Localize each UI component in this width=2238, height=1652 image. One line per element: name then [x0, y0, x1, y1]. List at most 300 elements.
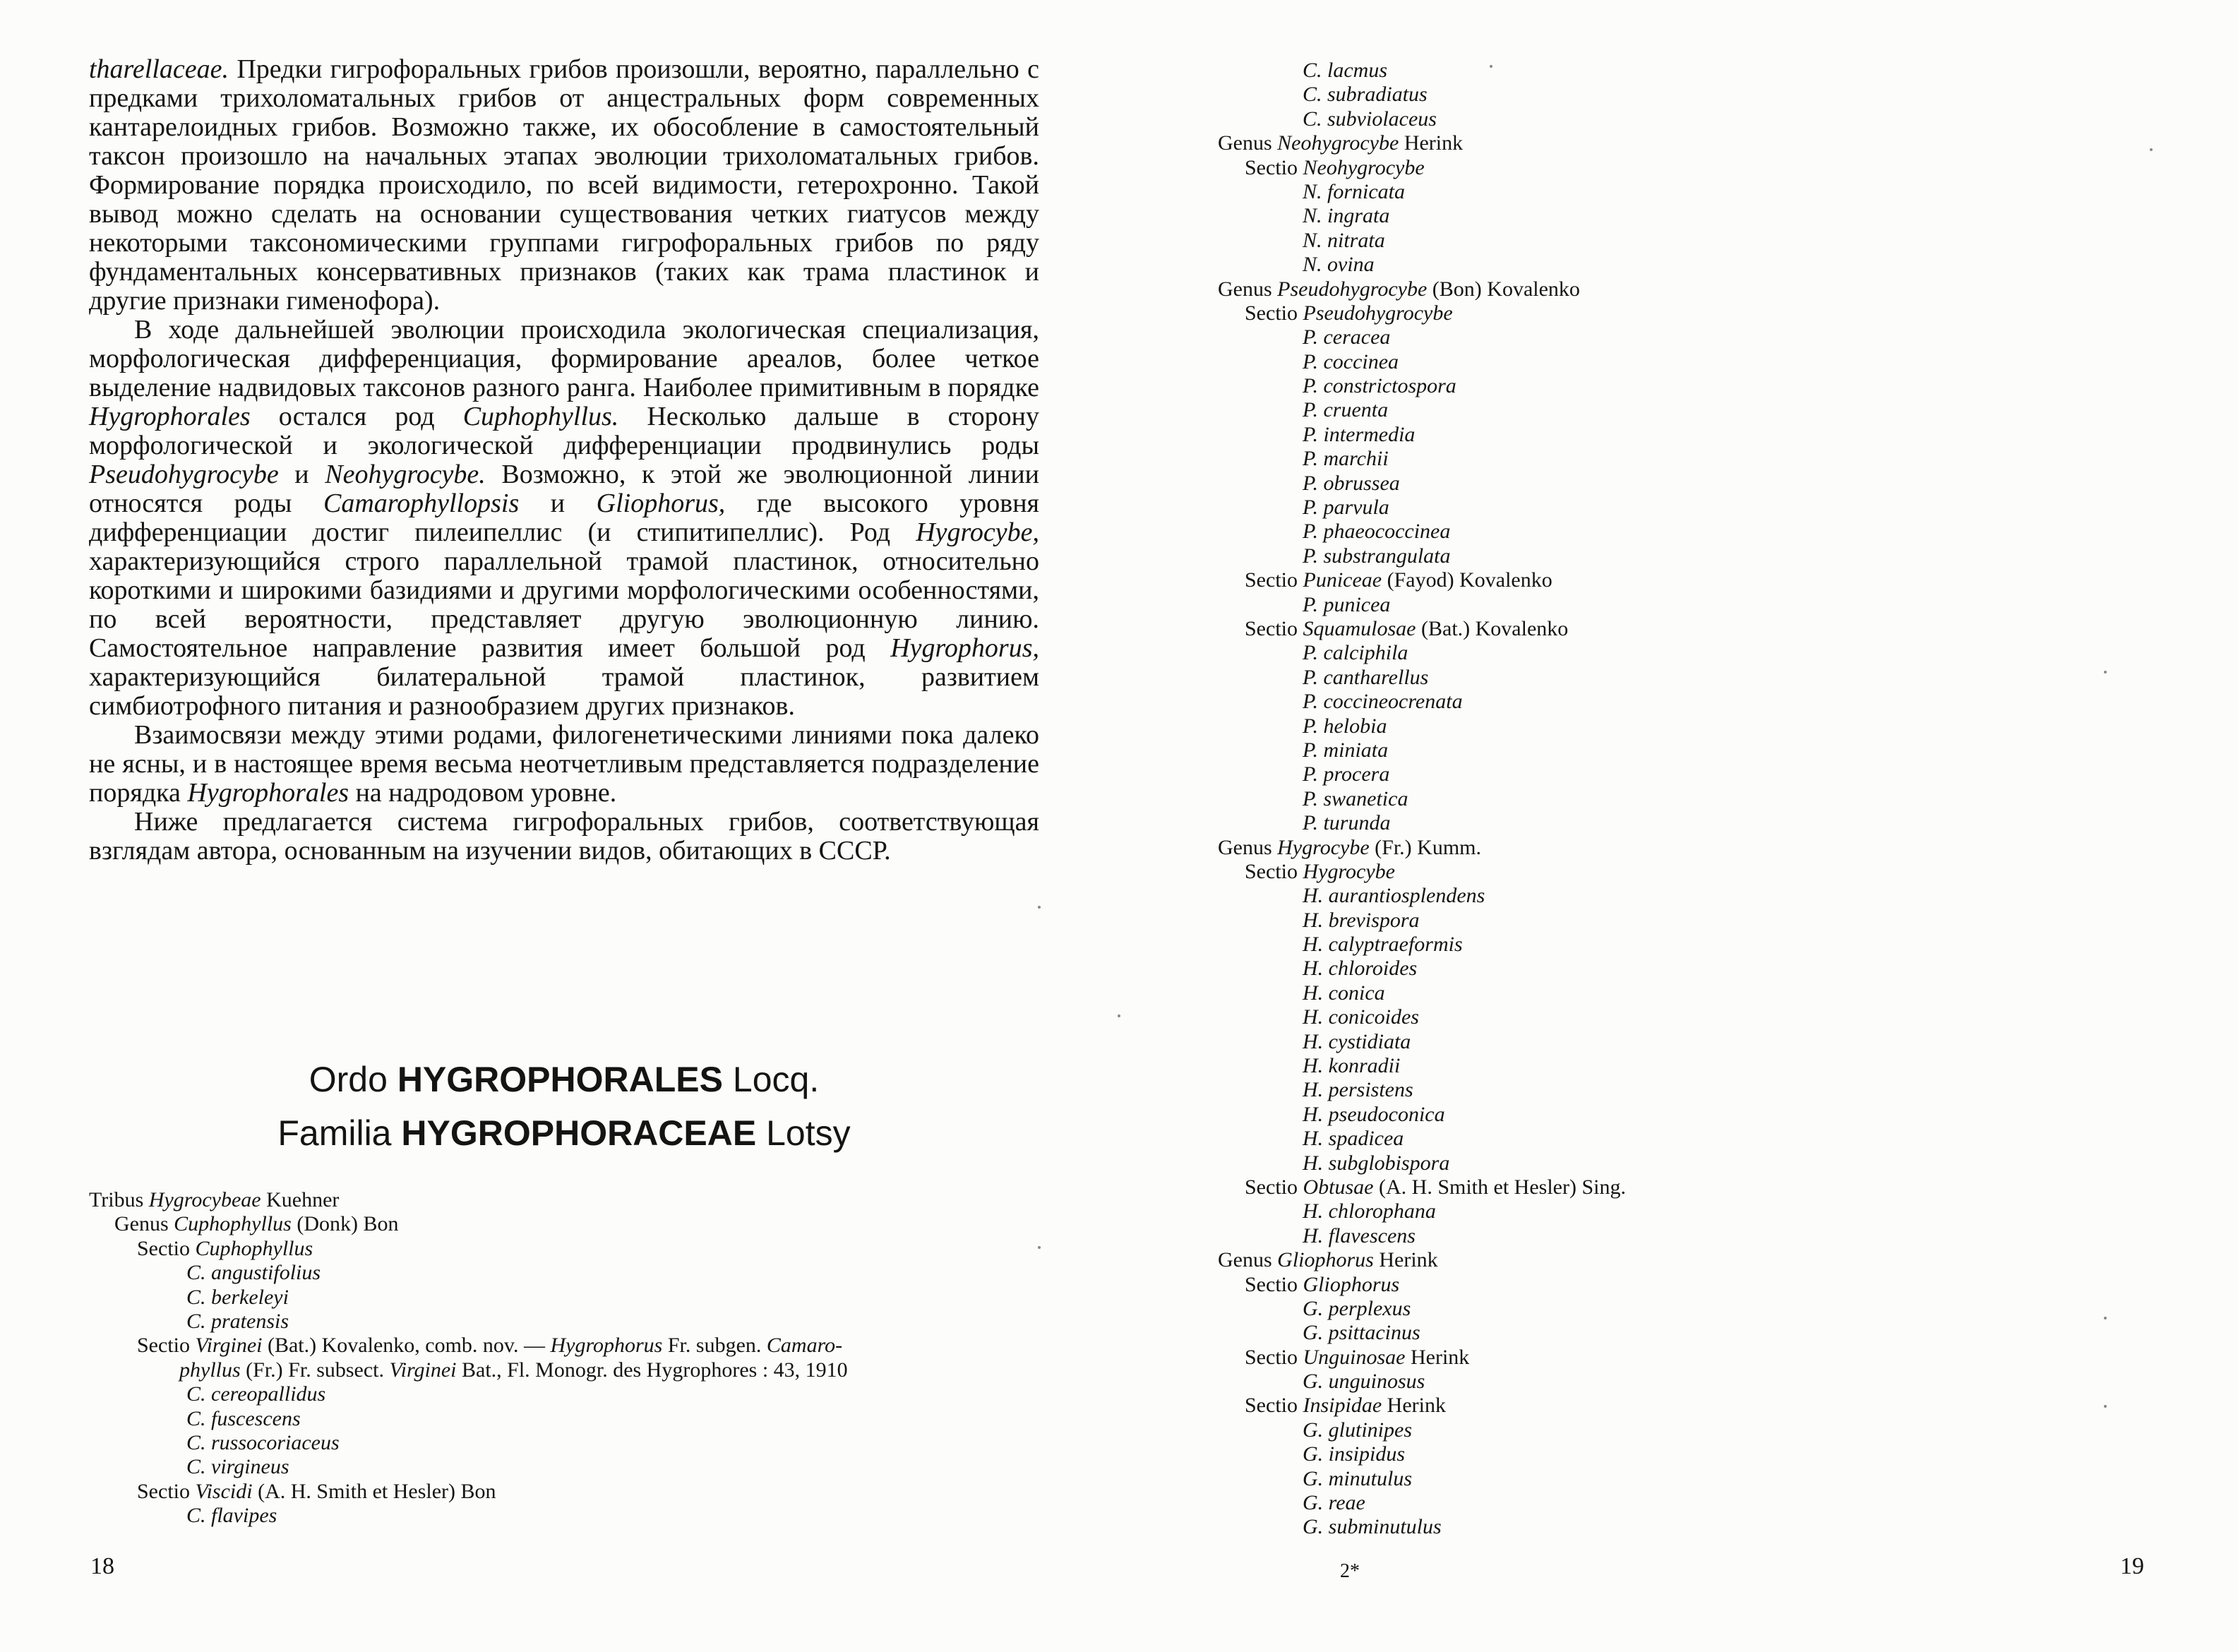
species-entry — [1218, 1491, 2136, 1515]
text-run: P. coccineocrenata — [1303, 690, 1463, 714]
text-run: P. ceracea — [1303, 325, 1391, 349]
entry-line — [1303, 1224, 1416, 1247]
text-run: Hygrocybe, — [916, 517, 1039, 547]
text-run: P. punicea — [1303, 592, 1391, 616]
signature-mark: 2* — [1340, 1560, 1360, 1582]
print-speck — [2150, 148, 2153, 151]
text-run: G. perplexus — [1303, 1296, 1411, 1320]
entry-line — [1303, 666, 1428, 689]
text-run: H. chlorophana — [1303, 1199, 1436, 1223]
species-entry — [1218, 1103, 2136, 1127]
taxon-entry — [1218, 1273, 2136, 1297]
text-run: Sectio — [137, 1334, 196, 1358]
text-run: (Bat.) Kovalenko, comb. nov. — — [262, 1334, 551, 1358]
print-speck — [1038, 1246, 1041, 1249]
page-number: 18 — [90, 1553, 114, 1579]
entry-line — [1303, 180, 1405, 203]
text-run: Sectio — [1245, 1175, 1303, 1199]
entry-line — [1303, 1491, 1365, 1514]
page-number: 19 — [2120, 1553, 2144, 1579]
text-run: H. aurantiosplendens — [1303, 884, 1485, 908]
text-run: N. nitrata — [1303, 228, 1385, 252]
text-run: Pseudohygrocybe — [1303, 301, 1453, 325]
text-run: остался род — [250, 402, 463, 431]
text-run: tharellaceae. — [89, 54, 229, 84]
text-run: C. cereopallidus — [186, 1382, 326, 1406]
text-run: G. psittacinus — [1303, 1321, 1420, 1345]
entry-line — [186, 1407, 301, 1430]
entry-line — [1303, 423, 1415, 446]
entry-line — [1303, 1005, 1419, 1029]
taxon-entry — [1218, 277, 2136, 301]
species-entry — [1218, 1030, 2136, 1054]
text-run: Genus — [1218, 1248, 1278, 1272]
species-entry — [1218, 1199, 2136, 1223]
entry-line — [1303, 690, 1463, 713]
entry-line — [1245, 1394, 1446, 1417]
text-run: H. brevispora — [1303, 908, 1420, 932]
text-run: H. pseudoconica — [1303, 1102, 1445, 1126]
text-run: Hygrocybeae — [148, 1188, 261, 1211]
species-entry — [1218, 1321, 2136, 1345]
species-entry — [1218, 981, 2136, 1005]
text-run: Camaro- — [766, 1334, 843, 1358]
entry-line — [1245, 1175, 1626, 1199]
species-entry — [1218, 1151, 2136, 1175]
species-entry — [1218, 933, 2136, 957]
entry-line — [1303, 762, 1389, 786]
text-run: G. minutulus — [1303, 1466, 1413, 1490]
text-run: P. swanetica — [1303, 786, 1408, 810]
text-run: Sectio — [1245, 155, 1303, 179]
text-run: C. angustifolius — [186, 1261, 321, 1285]
species-entry — [89, 1286, 1049, 1310]
entry-line — [1218, 131, 1463, 155]
text-run: Neohygrocybe — [1277, 131, 1399, 155]
text-run: Genus — [114, 1212, 174, 1236]
text-run: (Bon) Kovalenko — [1427, 277, 1580, 301]
taxonomy-list — [89, 1188, 1049, 1528]
entry-line — [1303, 1103, 1445, 1126]
entry-line — [137, 1237, 313, 1260]
entry-line — [186, 1382, 325, 1406]
species-entry — [1218, 1370, 2136, 1394]
entry-line — [1245, 568, 1552, 592]
text-run: H. spadicea — [1303, 1127, 1404, 1151]
species-entry — [1218, 957, 2136, 981]
paragraph — [89, 316, 1039, 721]
entry-line — [89, 1188, 339, 1211]
text-run: N. fornicata — [1303, 179, 1406, 203]
entry-line — [1303, 107, 1437, 131]
text-run: Sectio — [1245, 616, 1303, 640]
text-run: (Fayod) Kovalenko — [1382, 568, 1552, 592]
taxon-entry — [89, 1237, 1049, 1261]
text-run: Bat., Fl. Monogr. des Hygrophores : 43, 1910 — [456, 1358, 848, 1382]
text-run: характеризующийся строго параллельной трамой пластинок, относительно короткими и широкими базидиями и другими морфологическими особенностями, по всей вероятности, представляет другую эволюционную линию. Самостоятельное направление развития имеет большой род — [89, 546, 1039, 663]
entry-line — [1245, 860, 1395, 883]
entry-line — [1245, 617, 1568, 640]
print-speck — [2104, 1317, 2107, 1319]
species-entry — [89, 1431, 1049, 1455]
entry-line — [1245, 1346, 1469, 1369]
entry-line — [1303, 593, 1390, 616]
taxon-entry — [1218, 1346, 2136, 1370]
text-run: (Fr.) Kumm. — [1369, 835, 1481, 859]
species-entry — [1218, 1442, 2136, 1466]
text-run: Cuphophyllus. — [462, 402, 619, 431]
text-run: P. coccinea — [1303, 349, 1399, 373]
text-run: P. procera — [1303, 762, 1390, 786]
text-run: H. konradii — [1303, 1054, 1401, 1078]
body-text — [89, 55, 1039, 866]
entry-line — [1303, 374, 1456, 397]
text-run: H. subglobispora — [1303, 1151, 1450, 1175]
entry-line — [1303, 350, 1399, 373]
entry-line — [1303, 83, 1428, 106]
text-run: G. reae — [1303, 1491, 1365, 1515]
text-run: Gliophorus — [1277, 1248, 1374, 1272]
entry-line — [1303, 787, 1408, 810]
text-run: (Donk) Bon — [291, 1212, 399, 1236]
species-entry — [1218, 1418, 2136, 1442]
species-entry — [1218, 180, 2136, 204]
text-run: H. persistens — [1303, 1078, 1413, 1102]
text-run: Sectio — [1245, 568, 1303, 592]
paragraph — [89, 808, 1039, 866]
taxon-entry — [89, 1334, 1049, 1358]
text-run: C. flavipes — [186, 1504, 277, 1528]
text-run: G. glutinipes — [1303, 1418, 1412, 1442]
text-run: Hygrocybe — [1303, 859, 1395, 883]
entry-line — [1303, 641, 1408, 664]
entry-line — [1303, 472, 1400, 495]
text-run: Sectio — [137, 1236, 196, 1260]
text-run: Hygrophorales — [187, 778, 349, 808]
text-run: P. constrictospora — [1303, 374, 1456, 398]
entry-line — [1303, 738, 1388, 762]
text-run: Genus — [1218, 835, 1278, 859]
species-entry — [89, 1455, 1049, 1479]
text-run: Genus — [1218, 131, 1278, 155]
entry-line — [137, 1334, 842, 1357]
species-entry — [1218, 107, 2136, 131]
text-run: Sectio — [1245, 1345, 1303, 1369]
entry-line — [1303, 544, 1451, 568]
text-run: H. chloroides — [1303, 957, 1418, 981]
entry-line — [1303, 1030, 1411, 1053]
taxon-entry — [1218, 568, 2136, 592]
taxon-entry — [1218, 301, 2136, 325]
species-entry — [1218, 229, 2136, 253]
text-run: P. calciphila — [1303, 641, 1408, 665]
text-run: Ниже предлагается система гигрофоральных грибов, соответствующая взглядам автора, основанным на изучении видов, обитающих в СССР. — [89, 807, 1039, 866]
text-run: Herink — [1373, 1248, 1438, 1272]
text-run: Viscidi — [195, 1479, 253, 1503]
text-run: Cuphophyllus — [174, 1212, 292, 1236]
text-run: H. flavescens — [1303, 1223, 1416, 1247]
species-entry — [1218, 1224, 2136, 1248]
entry-line — [1303, 933, 1463, 956]
taxon-entry — [1218, 156, 2136, 180]
text-run: H. conicoides — [1303, 1005, 1419, 1029]
text-run: G. insipidus — [1303, 1442, 1406, 1466]
entry-line — [1303, 496, 1389, 519]
species-entry — [1218, 762, 2136, 786]
entry-line — [1303, 1297, 1411, 1320]
print-speck — [1118, 1014, 1120, 1017]
ordo-heading: Ordo HYGROPHORALES Locq. — [309, 1060, 820, 1099]
paragraph — [89, 721, 1039, 808]
species-entry — [1218, 1054, 2136, 1078]
species-entry — [1218, 884, 2136, 908]
text-run: Возможно, к этой же эволюционной линии относятся роды — [89, 460, 1039, 518]
text-run: P. cantharellus — [1303, 665, 1429, 689]
text-run: Camarophyllopsis — [323, 489, 520, 518]
entry-line — [186, 1504, 277, 1527]
species-entry — [1218, 1078, 2136, 1102]
print-speck — [1038, 906, 1041, 909]
species-entry — [1218, 909, 2136, 933]
text-run: Sectio — [1245, 301, 1303, 325]
entry-line — [114, 1212, 398, 1235]
text-run: Предки гигрофоральных грибов произошли, вероятно, параллельно с предками трихоломатальных грибов от анцестральных форм современных кантарелоидных грибов. Возможно также, их обособление в самостоятельный таксон произошло на начальных этапах эволюции трихоломатальных грибов. Формирование порядка происходило, по всей видимости, гетерохронно. Такой вывод можно сделать на основании существования четких гиатусов между некоторыми таксономическими группами гигрофоральных грибов по ряду фундаментальных консервативных признаков (таких как трама пластинок и другие признаки гименофора). — [89, 54, 1039, 316]
taxon-entry — [89, 1188, 1049, 1212]
text-run: Puniceae — [1303, 568, 1382, 592]
taxon-entry — [1218, 836, 2136, 860]
text-run: N. ingrata — [1303, 204, 1390, 228]
species-entry — [1218, 350, 2136, 374]
species-entry — [89, 1382, 1049, 1406]
text-run: P. intermedia — [1303, 422, 1416, 446]
print-speck — [2104, 1405, 2107, 1408]
entry-line — [1245, 156, 1425, 179]
species-entry — [1218, 641, 2136, 665]
text-run: Sectio — [1245, 1394, 1303, 1418]
text-run: C. berkeleyi — [186, 1285, 289, 1309]
text-run: Hygrophorus, — [890, 633, 1039, 663]
species-entry — [1218, 253, 2136, 277]
entry-line — [1303, 1127, 1404, 1150]
text-run: C. fuscescens — [186, 1406, 301, 1430]
entry-line — [1303, 1442, 1405, 1466]
text-run: Squamulosae — [1303, 616, 1416, 640]
text-run: Insipidae — [1303, 1394, 1382, 1418]
text-run: (A. H. Smith et Hesler) Bon — [252, 1479, 496, 1503]
text-run: характеризующийся билатеральной трамой пластинок, развитием симбиотрофного питания и разнообразием других признаков. — [89, 662, 1039, 721]
text-run: P. substrangulata — [1303, 544, 1451, 568]
species-entry — [1218, 496, 2136, 520]
taxon-entry — [1218, 617, 2136, 641]
text-run: G. subminutulus — [1303, 1515, 1442, 1539]
taxon-note-continuation — [89, 1358, 1049, 1382]
taxon-entry — [1218, 131, 2136, 155]
species-entry — [1218, 666, 2136, 690]
text-run: C. pratensis — [186, 1309, 289, 1333]
entry-line — [1303, 1467, 1412, 1490]
species-entry — [1218, 423, 2136, 447]
species-entry — [1218, 59, 2136, 83]
entry-line — [1303, 1418, 1412, 1442]
entry-line — [186, 1455, 289, 1478]
text-run: (Fr.) Fr. subsect. — [240, 1358, 390, 1382]
right-page — [1119, 0, 2238, 1652]
entry-line — [1303, 1515, 1442, 1538]
text-run: Gliophorus, — [596, 489, 726, 518]
entry-line — [186, 1310, 289, 1333]
taxon-entry — [1218, 1248, 2136, 1272]
text-run: Obtusae — [1303, 1175, 1374, 1199]
species-entry — [1218, 714, 2136, 738]
entry-line — [1303, 1199, 1436, 1223]
species-entry — [89, 1407, 1049, 1431]
entry-line — [1303, 714, 1387, 738]
text-run: C. virgineus — [186, 1455, 289, 1479]
species-entry — [1218, 325, 2136, 349]
text-run: и — [519, 489, 597, 518]
text-run: G. unguinosus — [1303, 1370, 1425, 1394]
text-run: Взаимосвязи между этими родами, филогенетическими линиями пока далеко не ясны, и в настоящее время весьма неотчетливым представляется подразделение порядка — [89, 720, 1039, 808]
text-run: Pseudohygrocybe — [89, 460, 279, 489]
text-run: P. turunda — [1303, 811, 1391, 835]
text-run: Sectio — [1245, 859, 1303, 883]
text-run: Virginei — [195, 1334, 263, 1358]
entry-line — [186, 1431, 340, 1454]
species-entry — [1218, 374, 2136, 398]
entry-line — [186, 1286, 289, 1309]
text-run: P. helobia — [1303, 714, 1387, 738]
species-entry — [1218, 593, 2136, 617]
entry-line — [1245, 301, 1453, 325]
text-run: H. conica — [1303, 981, 1385, 1005]
text-run: Hygrocybe — [1277, 835, 1370, 859]
species-entry — [89, 1504, 1049, 1528]
text-run: Virginei — [389, 1358, 457, 1382]
text-run: Sectio — [137, 1479, 196, 1503]
text-run: Unguinosae — [1303, 1345, 1406, 1369]
species-entry — [1218, 1297, 2136, 1321]
text-run: В ходе дальнейшей эволюции происходила экологическая специализация, морфологическая дифференциация, формирование ареалов, более четкое выделение надвидовых таксонов разного ранга. Наиболее примитивным в порядке — [89, 315, 1039, 402]
entry-line — [1303, 1078, 1413, 1101]
taxon-entry — [1218, 1175, 2136, 1199]
species-entry — [1218, 690, 2136, 714]
species-entry — [1218, 1515, 2136, 1539]
text-run: N. ovina — [1303, 253, 1375, 277]
text-run: Gliophorus — [1303, 1272, 1400, 1296]
entry-line — [1303, 253, 1375, 276]
text-run: Neohygrocybe — [1303, 155, 1425, 179]
text-run: Neohygrocybe. — [325, 460, 486, 489]
text-run: P. obrussea — [1303, 471, 1400, 495]
text-run: P. marchii — [1303, 447, 1389, 471]
entry-line — [1245, 1273, 1399, 1296]
species-entry — [1218, 811, 2136, 835]
print-speck — [1490, 65, 1492, 68]
entry-line — [1303, 909, 1420, 932]
entry-line — [1218, 1248, 1438, 1271]
entry-line — [1218, 277, 1580, 301]
text-run: Pseudohygrocybe — [1277, 277, 1428, 301]
text-run: P. parvula — [1303, 496, 1389, 520]
taxon-entry — [1218, 1394, 2136, 1418]
text-run: H. calyptraeformis — [1303, 933, 1463, 957]
species-entry — [1218, 1005, 2136, 1029]
text-run: Herink — [1399, 131, 1464, 155]
text-run: C. subviolaceus — [1303, 107, 1437, 131]
species-entry — [1218, 447, 2136, 471]
text-run: Tribus — [89, 1188, 149, 1211]
text-run: и — [278, 460, 325, 489]
taxon-entry — [89, 1212, 1049, 1236]
entry-line — [1303, 520, 1450, 543]
entry-line — [1303, 981, 1385, 1005]
text-run: Kuehner — [261, 1188, 340, 1211]
text-run: Hygrophorales — [89, 402, 251, 431]
text-run: P. cruenta — [1303, 398, 1389, 422]
entry-line — [186, 1261, 321, 1284]
text-run: C. russocoriaceus — [186, 1430, 340, 1454]
species-entry — [1218, 787, 2136, 811]
entry-line — [1303, 957, 1417, 980]
species-entry — [1218, 398, 2136, 422]
entry-line — [1303, 325, 1390, 349]
paragraph — [89, 55, 1039, 316]
entry-line — [1303, 1054, 1400, 1077]
species-entry — [1218, 544, 2136, 568]
entry-line — [1303, 811, 1390, 834]
entry-line — [1218, 836, 1481, 859]
text-run: P. phaeococcinea — [1303, 520, 1451, 544]
text-run: Genus — [1218, 277, 1278, 301]
text-run: (A. H. Smith et Hesler) Sing. — [1373, 1175, 1626, 1199]
species-entry — [89, 1310, 1049, 1334]
text-run: Hygrophorus — [550, 1334, 663, 1358]
taxonomy-list — [1218, 59, 2136, 1540]
entry-line — [1303, 59, 1387, 82]
taxon-entry — [89, 1480, 1049, 1504]
entry-line — [1303, 204, 1389, 227]
entry-line — [1303, 398, 1388, 421]
text-run: Herink — [1382, 1394, 1446, 1418]
species-entry — [1218, 83, 2136, 107]
text-run: Несколько дальше в сторону морфологической и экологической дифференциации продвинулись роды — [89, 402, 1039, 460]
print-speck — [2104, 671, 2107, 674]
entry-line — [137, 1480, 496, 1503]
text-run: C. subradiatus — [1303, 83, 1428, 107]
species-entry — [89, 1261, 1049, 1285]
text-run: (Bat.) Kovalenko — [1416, 616, 1569, 640]
entry-line — [1303, 447, 1389, 470]
text-run: C. lacmus — [1303, 59, 1387, 82]
entry-line — [1303, 884, 1485, 907]
text-run: Sectio — [1245, 1272, 1303, 1296]
entry-line — [1303, 229, 1385, 252]
entry-line — [1303, 1151, 1449, 1175]
text-run: P. miniata — [1303, 738, 1389, 762]
familia-heading: Familia HYGROPHORACEAE Lotsy — [277, 1113, 851, 1153]
entry-line — [179, 1358, 848, 1382]
text-run: где высокого уровня дифференциации достиг пилеипеллис (и стипитипеллис). Род — [89, 489, 1040, 547]
entry-line — [1303, 1321, 1420, 1344]
taxon-entry — [1218, 860, 2136, 884]
text-run: Herink — [1405, 1345, 1470, 1369]
species-entry — [1218, 520, 2136, 544]
species-entry — [1218, 1127, 2136, 1151]
text-run: Fr. subgen. — [662, 1334, 767, 1358]
species-entry — [1218, 738, 2136, 762]
entry-line — [1303, 1370, 1425, 1393]
text-run: H. cystidiata — [1303, 1029, 1411, 1053]
